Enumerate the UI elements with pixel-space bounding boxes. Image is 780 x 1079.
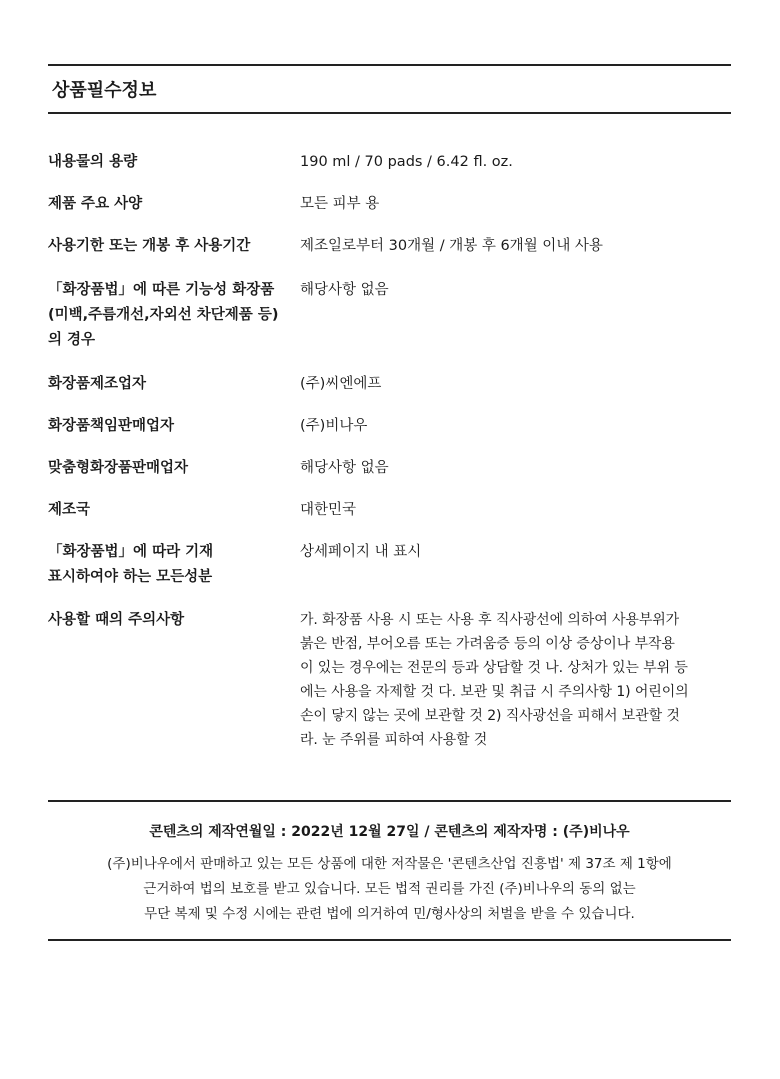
row-label: 제조국 [48,502,91,518]
row-label: 내용물의 용량 [48,154,138,170]
info-row-functional [48,276,731,370]
row-label: 제품 주요 사양 [48,196,143,212]
info-row-precautions [48,606,731,752]
row-value: 대한민국 [300,502,357,518]
info-row-ingredients [48,538,731,606]
copyright-headline: 콘텐츠의 제작연월일 : 2022년 12월 27일 / 콘텐츠의 제작자명 : (주)비나우 [149,824,630,840]
row-label: 사용할 때의 주의사항 [48,612,185,628]
row-label: 화장품제조업자 [48,376,147,392]
row-value: 해당사항 없음 [300,282,389,298]
row-value: 190 ml / 70 pads / 6.42 fl. oz. [300,154,513,170]
row-value: 가. 화장품 사용 시 또는 사용 후 직사광선에 의하여 사용부위가 붉은 반점, 부어오름 또는 가려움증 등의 이상 증상이나 부작용 이 있는 경우에는 전문의 등과 상담할 것 나. 상처가 있는 부위 등 에는 사용을 자제할 것 다. 보관 및 취급 시 주의사항 1) 어린이의 손이 닿지 않는 곳에 보관할 것 2) 직사광선을 피해서 보관할 것 라. 눈 주위를 피하여 사용할 것 [300,612,689,748]
copyright-body: (주)비나우에서 판매하고 있는 모든 상품에 대한 저작물은 '콘텐츠산업 진흥법' 제 37조 제 1항에 근거하여 법의 보호를 받고 있습니다. 모든 법적 권리를 가진 (주)비나우의 동의 없는 무단 복제 및 수정 시에는 관련 법에 의거하여 민/형사상의 처벌을 받을 수 있습니다. [107,856,672,922]
row-label: 「화장품법」에 따라 기재 표시하여야 하는 모든성분 [48,544,214,585]
row-value: (주)비나우 [300,418,368,434]
row-value: 제조일로부터 30개월 / 개봉 후 6개월 이내 사용 [300,238,603,254]
info-row-capacity [48,148,731,190]
info-row-country [48,496,731,538]
info-row-expiry [48,232,731,276]
row-label: 맞춤형화장품판매업자 [48,460,189,476]
row-label: 사용기한 또는 개봉 후 사용기간 [48,238,251,254]
row-label: 「화장품법」에 따른 기능성 화장품 (미백,주름개선,자외선 차단제품 등) 의 경우 [48,282,279,348]
info-row-responsible-seller [48,412,731,454]
footer-top-divider [48,800,731,802]
row-value: (주)씨엔에프 [300,376,382,392]
copyright-notice [48,800,731,941]
info-row-manufacturer [48,370,731,412]
info-table [48,148,731,752]
title-divider [48,112,731,114]
row-label: 화장품책임판매업자 [48,418,175,434]
row-value: 모든 피부 용 [300,196,380,212]
product-info-section [48,64,731,941]
section-title: 상품필수정보 [52,80,157,101]
row-value: 상세페이지 내 표시 [300,544,422,560]
footer-bottom-divider [48,939,731,941]
info-row-custom-seller [48,454,731,496]
info-row-spec [48,190,731,232]
row-value: 해당사항 없음 [300,460,389,476]
